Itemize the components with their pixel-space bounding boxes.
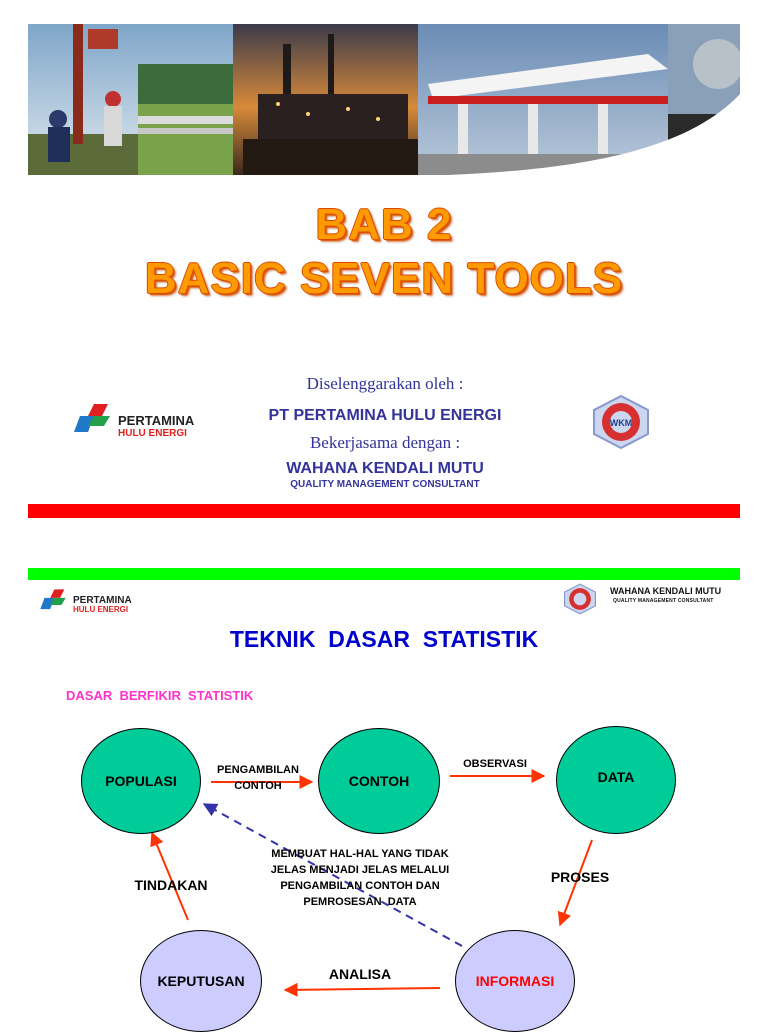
node-data [556, 726, 676, 834]
pertamina-wordmark: PERTAMINA [118, 413, 195, 428]
wkm-emblem-text: WKM [609, 418, 633, 428]
hulu-energi-wordmark: HULU ENERGI [118, 428, 187, 439]
node-data-label: DATA [597, 769, 635, 785]
partner-name: WAHANA KENDALI MUTU [286, 460, 484, 477]
label-tindakan: TINDAKAN [134, 877, 208, 893]
hulu-energi-wordmark-small: HULU ENERGI [73, 605, 129, 614]
slide2-title: TEKNIK DASAR STATISTIK [229, 626, 539, 652]
organized-by-label: Diselenggarakan oleh : [306, 374, 464, 393]
center-note-line1: MEMBUAT HAL-HAL YANG TIDAK [271, 848, 449, 860]
partner-tagline: QUALITY MANAGEMENT CONSULTANT [290, 479, 480, 490]
slide-title-line1: BAB 2 [315, 200, 453, 249]
node-contoh: CONTOH [318, 728, 440, 834]
node-populasi: POPULASI [81, 728, 201, 834]
label-proses: PROSES [550, 869, 610, 885]
center-note-line3: PENGAMBILAN CONTOH DAN [280, 880, 440, 892]
label-observasi: OBSERVASI [463, 758, 527, 770]
organizer-name: PT PERTAMINA HULU ENERGI [268, 407, 502, 424]
center-note [250, 846, 470, 910]
cooperation-label: Bekerjasama dengan : [309, 433, 461, 452]
wkm-wordmark: WAHANA KENDALI MUTU [610, 586, 722, 596]
label-analisa: ANALISA [328, 966, 392, 982]
slide-title-line2: BASIC SEVEN TOOLS [144, 254, 624, 303]
center-note-line2: JELAS MENJADI JELAS MELALUI [270, 864, 450, 876]
wkm-tagline: QUALITY MANAGEMENT CONSULTANT [613, 598, 714, 604]
label-pengambilan: PENGAMBILAN [217, 764, 299, 776]
node-keputusan: KEPUTUSAN [140, 930, 262, 1032]
label-contoh-sub: CONTOH [234, 780, 282, 792]
node-informasi: INFORMASI [455, 930, 575, 1032]
pertamina-wordmark-small: PERTAMINA [73, 595, 132, 606]
slide2-subtitle: DASAR BERFIKIR STATISTIK [66, 688, 254, 703]
center-note-line4: PEMROSESAN DATA [303, 896, 417, 908]
arrow-informasi-to-keputusan [285, 988, 440, 990]
